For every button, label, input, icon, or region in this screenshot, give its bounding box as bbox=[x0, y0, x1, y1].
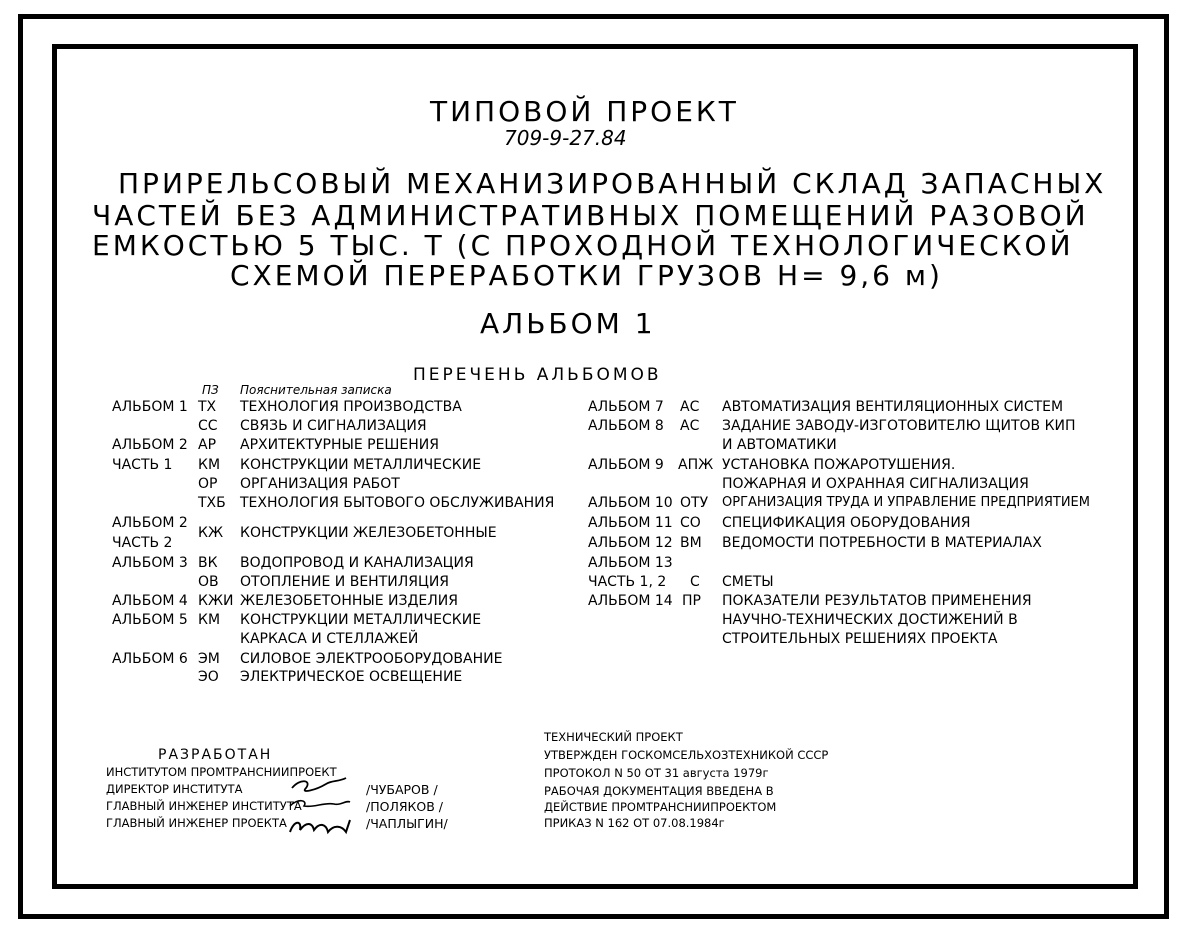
developed-institute: ИНСТИТУТОМ ПРОМТРАНСНИИПРОЕКТ bbox=[106, 765, 337, 779]
title-line-3: ЕМКОСТЬЮ 5 ТЫС. Т (С ПРОХОДНОЙ ТЕХНОЛОГИЧЕСКОЙ bbox=[92, 229, 1074, 262]
list-item-code: ВК bbox=[198, 555, 218, 571]
album-heading: АЛЬБОМ 1 bbox=[480, 307, 656, 340]
list-item-album: АЛЬБОМ 14 bbox=[588, 593, 673, 609]
approval-line-5: ДЕЙСТВИЕ ПРОМТРАНСНИИПРОЕКТОМ bbox=[544, 800, 777, 814]
list-item-code: АПЖ bbox=[678, 457, 714, 473]
list-item-text: ЭЛЕКТРИЧЕСКОЕ ОСВЕЩЕНИЕ bbox=[240, 669, 463, 685]
list-item-text: И АВТОМАТИКИ bbox=[722, 437, 837, 453]
approval-line-6: ПРИКАЗ N 162 ОТ 07.08.1984г bbox=[544, 816, 725, 830]
list-item-text: ПОКАЗАТЕЛИ РЕЗУЛЬТАТОВ ПРИМЕНЕНИЯ bbox=[722, 593, 1032, 609]
list-item-code: КМ bbox=[198, 612, 221, 628]
list-item-text: НАУЧНО-ТЕХНИЧЕСКИХ ДОСТИЖЕНИЙ В bbox=[722, 612, 1018, 628]
list-item-album: АЛЬБОМ 9 bbox=[588, 457, 664, 473]
list-item-text: ТЕХНОЛОГИЯ БЫТОВОГО ОБСЛУЖИВАНИЯ bbox=[240, 495, 555, 511]
list-item-code: ЭМ bbox=[198, 651, 220, 667]
list-item-album: АЛЬБОМ 8 bbox=[588, 418, 664, 434]
developed-heading: РАЗРАБОТАН bbox=[158, 747, 273, 763]
list-item-text: ТЕХНОЛОГИЯ ПРОИЗВОДСТВА bbox=[240, 399, 462, 415]
list-item-album: АЛЬБОМ 5 bbox=[112, 612, 188, 628]
list-item-code: ОТУ bbox=[680, 495, 709, 511]
list-item-album: АЛЬБОМ 6 bbox=[112, 651, 188, 667]
list-heading: ПЕРЕЧЕНЬ АЛЬБОМОВ bbox=[413, 365, 662, 385]
list-item-text: ВЕДОМОСТИ ПОТРЕБНОСТИ В МАТЕРИАЛАХ bbox=[722, 535, 1042, 551]
list-item-code: АР bbox=[198, 437, 217, 453]
list-item-code: КЖ bbox=[198, 525, 224, 541]
name-chief-engineer-institute: /ПОЛЯКОВ / bbox=[366, 799, 444, 814]
pz-code: ПЗ bbox=[202, 383, 219, 397]
approval-line-2: УТВЕРЖДЕН ГОСКОМСЕЛЬХОЗТЕХНИКОЙ СССР bbox=[544, 748, 829, 762]
approval-line-3: ПРОТОКОЛ N 50 ОТ 31 августа 1979г bbox=[544, 766, 769, 780]
list-item-text: ЗАДАНИЕ ЗАВОДУ-ИЗГОТОВИТЕЛЮ ЩИТОВ КИП bbox=[722, 418, 1076, 434]
list-item-code: ОВ bbox=[198, 574, 219, 590]
list-item-text: УСТАНОВКА ПОЖАРОТУШЕНИЯ. bbox=[722, 457, 956, 473]
list-item-text: СВЯЗЬ И СИГНАЛИЗАЦИЯ bbox=[240, 418, 427, 434]
list-item-text: СМЕТЫ bbox=[722, 574, 774, 590]
list-item-text: КОНСТРУКЦИИ ЖЕЛЕЗОБЕТОННЫЕ bbox=[240, 525, 497, 541]
signatures bbox=[286, 776, 358, 842]
list-item-album: АЛЬБОМ 3 bbox=[112, 555, 188, 571]
approval-line-4: РАБОЧАЯ ДОКУМЕНТАЦИЯ ВВЕДЕНА В bbox=[544, 784, 774, 798]
list-item-album: ЧАСТЬ 1 bbox=[112, 457, 173, 473]
list-item-code: ПР bbox=[682, 593, 701, 609]
list-item-text: СПЕЦИФИКАЦИЯ ОБОРУДОВАНИЯ bbox=[722, 515, 971, 531]
list-item-text: КАРКАСА И СТЕЛЛАЖЕЙ bbox=[240, 631, 419, 647]
project-number: 709-9-27.84 bbox=[504, 126, 627, 150]
list-item-code: ТХ bbox=[198, 399, 217, 415]
pz-text: Пояснительная записка bbox=[240, 383, 392, 397]
list-item-code: ВМ bbox=[680, 535, 702, 551]
role-chief-engineer-project: ГЛАВНЫЙ ИНЖЕНЕР ПРОЕКТА bbox=[106, 816, 287, 830]
title-line-1: ПРИРЕЛЬСОВЫЙ МЕХАНИЗИРОВАННЫЙ СКЛАД ЗАПАСНЫХ bbox=[118, 167, 1107, 200]
list-item-text: ОРГАНИЗАЦИЯ РАБОТ bbox=[240, 476, 400, 492]
list-item-album: АЛЬБОМ 4 bbox=[112, 593, 188, 609]
list-item-album: ЧАСТЬ 2 bbox=[112, 535, 173, 551]
list-item-text: ЖЕЛЕЗОБЕТОННЫЕ ИЗДЕЛИЯ bbox=[240, 593, 458, 609]
role-director: ДИРЕКТОР ИНСТИТУТА bbox=[106, 782, 243, 796]
list-item-code: КЖИ bbox=[198, 593, 234, 609]
title-line-4: СХЕМОЙ ПЕРЕРАБОТКИ ГРУЗОВ Н= 9,6 м) bbox=[230, 259, 943, 292]
list-item-text: КОНСТРУКЦИИ МЕТАЛЛИЧЕСКИЕ bbox=[240, 612, 482, 628]
list-item-text: СИЛОВОЕ ЭЛЕКТРООБОРУДОВАНИЕ bbox=[240, 651, 503, 667]
role-chief-engineer-institute: ГЛАВНЫЙ ИНЖЕНЕР ИНСТИТУТА bbox=[106, 799, 302, 813]
list-item-text: ОТОПЛЕНИЕ И ВЕНТИЛЯЦИЯ bbox=[240, 574, 450, 590]
list-item-text: АВТОМАТИЗАЦИЯ ВЕНТИЛЯЦИОННЫХ СИСТЕМ bbox=[722, 399, 1064, 415]
list-item-text: КОНСТРУКЦИИ МЕТАЛЛИЧЕСКИЕ bbox=[240, 457, 482, 473]
name-chief-engineer-project: /ЧАПЛЫГИН/ bbox=[366, 816, 448, 831]
list-item-text: АРХИТЕКТУРНЫЕ РЕШЕНИЯ bbox=[240, 437, 439, 453]
list-item-code: КМ bbox=[198, 457, 221, 473]
list-item-code: ОР bbox=[198, 476, 218, 492]
list-item-album: АЛЬБОМ 1 bbox=[112, 399, 188, 415]
list-item-code: АС bbox=[680, 418, 700, 434]
name-director: /ЧУБАРОВ / bbox=[366, 782, 438, 797]
list-item-code: СО bbox=[680, 515, 701, 531]
list-item-code: ТХБ bbox=[198, 495, 226, 511]
list-item-code: ЭО bbox=[198, 669, 219, 685]
list-item-album: ЧАСТЬ 1, 2 bbox=[588, 574, 667, 590]
list-item-album: АЛЬБОМ 7 bbox=[588, 399, 664, 415]
list-item-code: С bbox=[690, 574, 700, 590]
list-item-album: АЛЬБОМ 2 bbox=[112, 437, 188, 453]
list-item-text: ВОДОПРОВОД И КАНАЛИЗАЦИЯ bbox=[240, 555, 474, 571]
list-item-code: АС bbox=[680, 399, 700, 415]
list-item-album: АЛЬБОМ 2 bbox=[112, 515, 188, 531]
list-item-album: АЛЬБОМ 10 bbox=[588, 495, 673, 511]
list-item-code: СС bbox=[198, 418, 218, 434]
list-item-text: ПОЖАРНАЯ И ОХРАННАЯ СИГНАЛИЗАЦИЯ bbox=[722, 476, 1029, 492]
list-item-text: ОРГАНИЗАЦИЯ ТРУДА И УПРАВЛЕНИЕ ПРЕДПРИЯТИЕМ bbox=[722, 495, 1090, 510]
title-line-2: ЧАСТЕЙ БЕЗ АДМИНИСТРАТИВНЫХ ПОМЕЩЕНИЙ РАЗОВОЙ bbox=[92, 199, 1089, 232]
approval-line-1: ТЕХНИЧЕСКИЙ ПРОЕКТ bbox=[544, 730, 683, 744]
list-item-text: СТРОИТЕЛЬНЫХ РЕШЕНИЯХ ПРОЕКТА bbox=[722, 631, 998, 647]
list-item-album: АЛЬБОМ 11 bbox=[588, 515, 673, 531]
page-title: ТИПОВОЙ ПРОЕКТ bbox=[430, 95, 739, 128]
list-item-album: АЛЬБОМ 13 bbox=[588, 555, 673, 571]
list-item-album: АЛЬБОМ 12 bbox=[588, 535, 673, 551]
